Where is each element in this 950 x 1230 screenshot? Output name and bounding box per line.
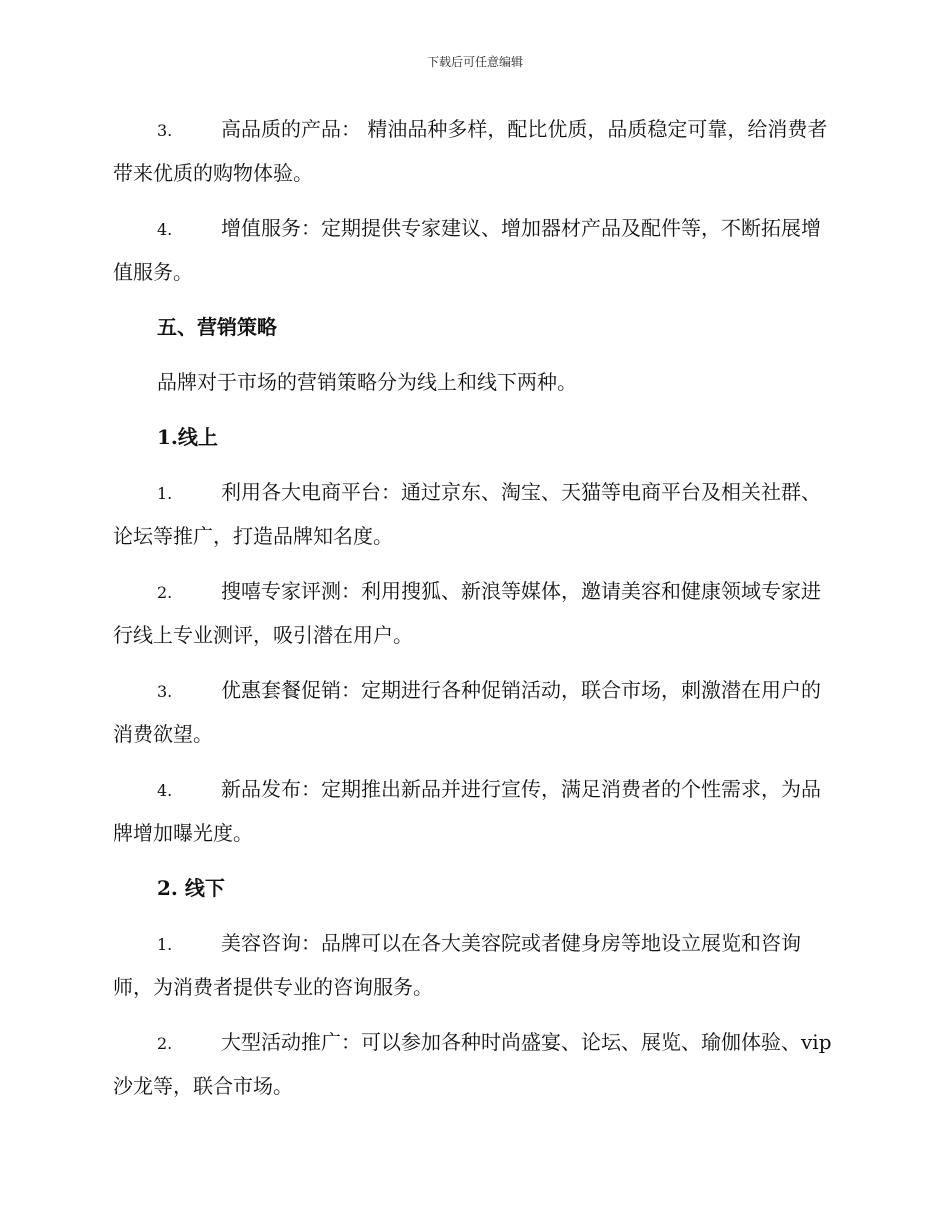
list-item (113, 207, 838, 293)
item-text: 大型活动推广：可以参加各种时尚盛宴、论坛、展览、瑜伽体验、vip 沙龙等，联合市场。 (113, 1030, 832, 1098)
list-item (113, 108, 838, 194)
item-text: 增值服务：定期提供专家建议、增加器材产品及配件等，不断拓展增值服务。 (113, 216, 821, 284)
list-item (113, 1021, 838, 1107)
list-item (113, 471, 838, 557)
item-number: 4. (157, 781, 173, 800)
page-header: 下载后可任意编辑 (426, 55, 523, 69)
document-body (113, 108, 838, 1120)
item-number: 2. (157, 1034, 173, 1053)
subsection-heading: 2. 线下 (157, 876, 225, 900)
item-number: 1. (157, 484, 173, 503)
list-item (113, 669, 838, 755)
item-number: 4. (157, 220, 173, 239)
subsection-heading: 1.线上 (157, 425, 218, 449)
item-text: 优惠套餐促销：定期进行各种促销活动，联合市场，刺激潜在用户的消费欲望。 (113, 678, 821, 746)
paragraph: 品牌对于市场的营销策略分为线上和线下两种。 (157, 370, 577, 394)
item-number: 3. (157, 121, 173, 140)
item-text: 新品发布：定期推出新品并进行宣传，满足消费者的个性需求，为品牌增加曝光度。 (113, 777, 821, 845)
list-item (113, 768, 838, 854)
item-text: 搜嘻专家评测：利用搜狐、新浪等媒体，邀请美容和健康领域专家进行线上专业测评，吸引潜在用户。 (113, 579, 821, 647)
section-heading: 五、营销策略 (157, 315, 277, 339)
item-text: 美容咨询：品牌可以在各大美容院或者健身房等地设立展览和咨询师，为消费者提供专业的咨询服务。 (113, 931, 801, 999)
item-number: 1. (157, 935, 173, 954)
item-text: 高品质的产品： 精油品种多样，配比优质，品质稳定可靠，给消费者带来优质的购物体验。 (113, 117, 828, 185)
item-number: 2. (157, 583, 173, 602)
list-item (113, 570, 838, 656)
item-text: 利用各大电商平台：通过京东、淘宝、天猫等电商平台及相关社群、论坛等推广，打造品牌知名度。 (113, 480, 821, 548)
list-item (113, 922, 838, 1008)
item-number: 3. (157, 682, 173, 701)
